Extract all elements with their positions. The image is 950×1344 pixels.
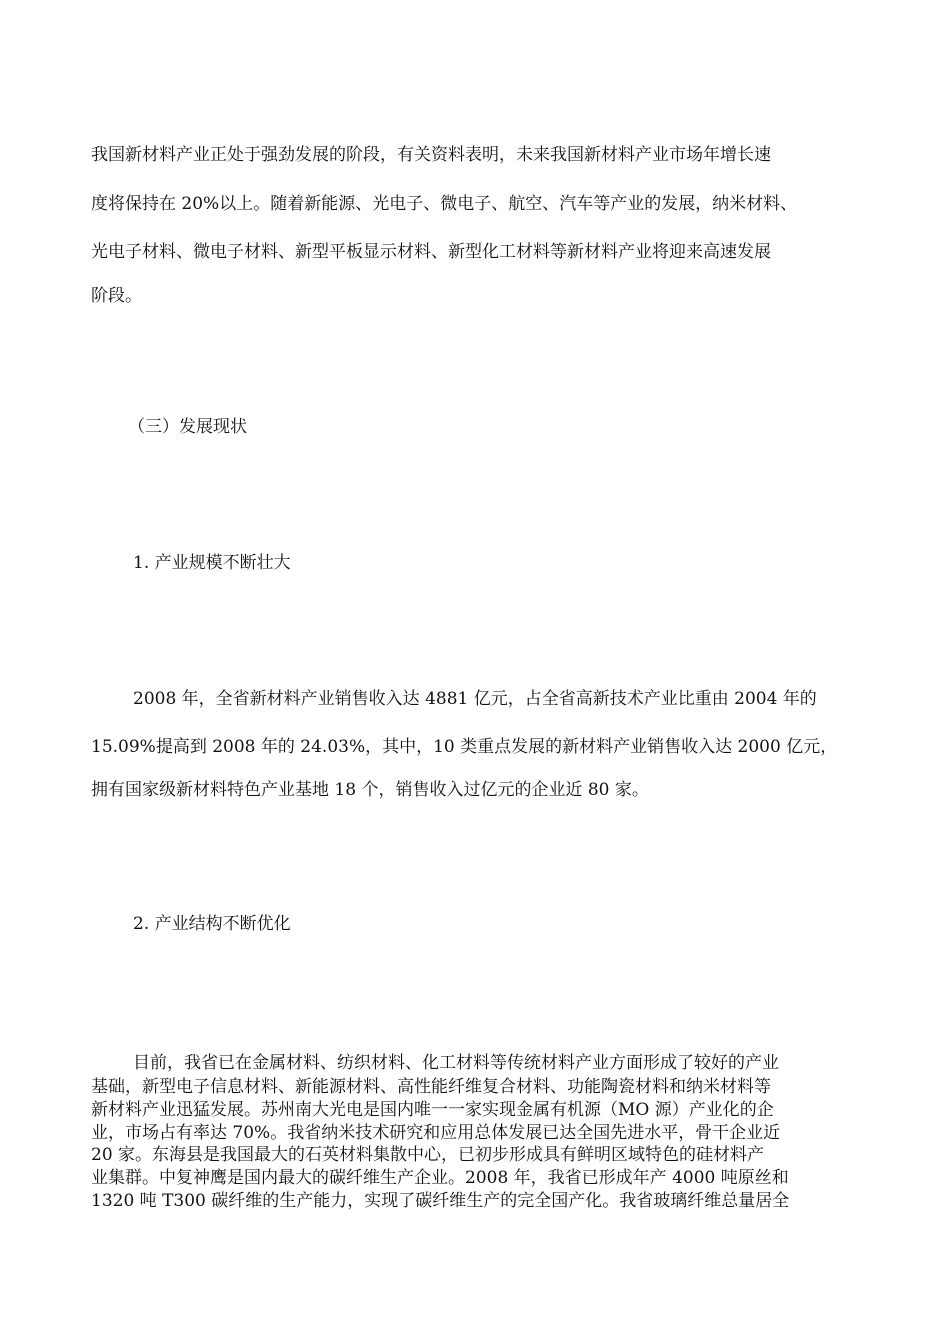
- paragraph-1-line-2: 度将保持在 20%以上。随着新能源、光电子、微电子、航空、汽车等产业的发展，纳米材料、: [91, 194, 798, 214]
- section-heading: （三）发展现状: [128, 417, 247, 437]
- paragraph-3-line-7: 1320 吨 T300 碳纤维的生产能力，实现了碳纤维生产的完全国产化。我省玻璃纤维总量居全: [91, 1191, 790, 1211]
- paragraph-2-line-1: 2008 年，全省新材料产业销售收入达 4881 亿元，占全省高新技术产业比重由 2004 年的: [133, 689, 817, 709]
- paragraph-3-line-3: 新材料产业迅猛发展。苏州南大光电是国内唯一一家实现金属有机源（MO 源）产业化的企: [91, 1100, 774, 1120]
- subheading-2: 2. 产业结构不断优化: [133, 914, 291, 934]
- paragraph-1-line-1: 我国新材料产业正处于强劲发展的阶段，有关资料表明，未来我国新材料产业市场年增长速: [91, 145, 771, 165]
- paragraph-3-line-1: 目前，我省已在金属材料、纺织材料、化工材料等传统材料产业方面形成了较好的产业: [133, 1053, 779, 1073]
- paragraph-2-line-3: 拥有国家级新材料特色产业基地 18 个，销售收入过亿元的企业近 80 家。: [91, 780, 649, 800]
- paragraph-3-line-4: 业，市场占有率达 70%。我省纳米技术研究和应用总体发展已达全国先进水平，骨干企业近: [91, 1123, 781, 1143]
- paragraph-2-line-2: 15.09%提高到 2008 年的 24.03%，其中，10 类重点发展的新材料产业销售收入达 2000 亿元，: [91, 737, 838, 757]
- subheading-1: 1. 产业规模不断壮大: [133, 553, 291, 573]
- paragraph-3-line-6: 业集群。中复神鹰是国内最大的碳纤维生产企业。2008 年，我省已形成年产 4000 吨原丝和: [91, 1168, 789, 1188]
- paragraph-3-line-2: 基础，新型电子信息材料、新能源材料、高性能纤维复合材料、功能陶瓷材料和纳米材料等: [91, 1077, 771, 1097]
- paragraph-1-line-4: 阶段。: [91, 286, 142, 306]
- paragraph-3-line-5: 20 家。东海县是我国最大的石英材料集散中心，已初步形成具有鲜明区域特色的硅材料产: [91, 1145, 765, 1165]
- paragraph-1-line-3: 光电子材料、微电子材料、新型平板显示材料、新型化工材料等新材料产业将迎来高速发展: [91, 242, 771, 262]
